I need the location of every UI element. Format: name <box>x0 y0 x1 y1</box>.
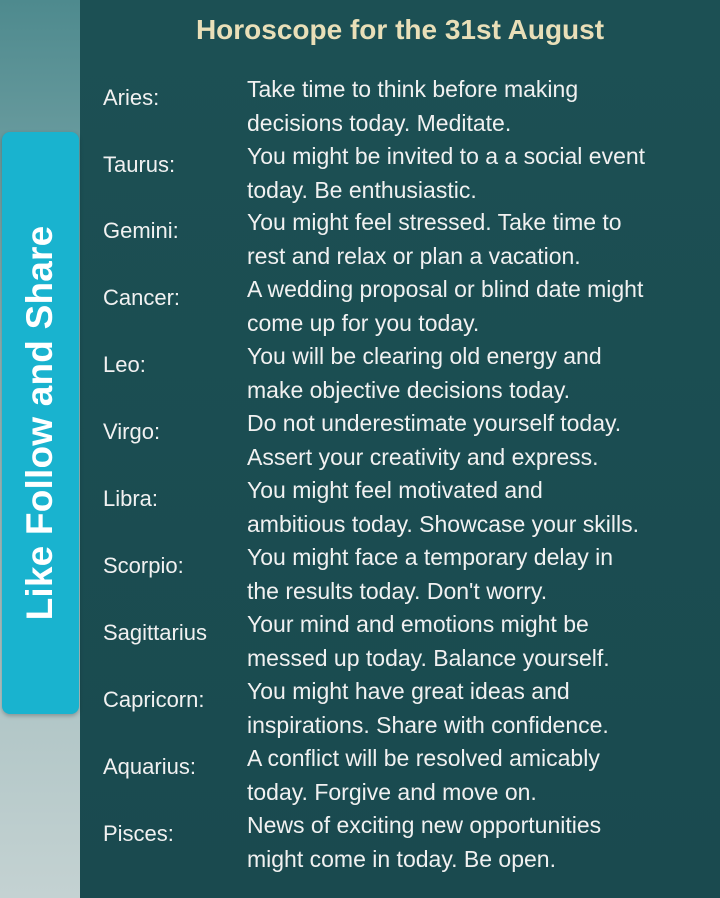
description-line: A conflict will be resolved amicably <box>247 745 600 771</box>
description-line: Do not underestimate yourself today. <box>247 410 622 436</box>
description-line: You will be clearing old energy and <box>247 343 602 369</box>
sign-description <box>247 473 715 541</box>
sign-name: Cancer: <box>103 285 181 310</box>
horoscope-row-libra <box>0 473 720 540</box>
horoscope-row-taurus <box>0 139 720 206</box>
horoscope-row-capricorn <box>0 674 720 741</box>
description-line: today. Be enthusiastic. <box>247 177 477 203</box>
description-line: You might have great ideas and <box>247 678 570 704</box>
description-line: You might face a temporary delay in <box>247 544 614 570</box>
sign-name: Capricorn: <box>103 687 205 712</box>
sign-name: Leo: <box>103 352 146 377</box>
description-line: You might feel stressed. Take time to <box>247 209 622 235</box>
horoscope-row-cancer <box>0 272 720 339</box>
sign-description <box>247 339 715 407</box>
sign-description <box>247 540 715 608</box>
sign-description <box>247 139 715 207</box>
description-line: come up for you today. <box>247 310 480 336</box>
page-title: Horoscope for the 31st August <box>195 14 605 45</box>
description-line: You might feel motivated and <box>247 477 543 503</box>
description-line: inspirations. Share with confidence. <box>247 712 609 738</box>
description-line: make objective decisions today. <box>247 377 571 403</box>
sign-description <box>247 205 715 273</box>
horoscope-row-virgo <box>0 406 720 473</box>
sign-description <box>247 406 715 474</box>
description-line: A wedding proposal or blind date might <box>247 276 644 302</box>
horoscope-row-sagittarius <box>0 607 720 674</box>
sign-name: Gemini: <box>103 218 179 243</box>
description-line: the results today. Don't worry. <box>247 578 548 604</box>
sign-name: Taurus: <box>103 152 176 177</box>
sign-description <box>247 72 715 140</box>
like-follow-share-text: Like Follow and Share <box>19 225 60 621</box>
description-line: You might be invited to a a social event <box>247 143 646 169</box>
description-line: decisions today. Meditate. <box>247 110 512 136</box>
description-line: ambitious today. Showcase your skills. <box>247 511 640 537</box>
horoscope-row-leo <box>0 339 720 406</box>
sign-description <box>247 272 715 340</box>
sign-description <box>247 808 715 876</box>
sign-name: Libra: <box>103 486 159 511</box>
description-line: Take time to think before making <box>247 76 579 102</box>
description-line: might come in today. Be open. <box>247 846 556 872</box>
sign-name: Sagittarius <box>103 620 207 645</box>
horoscope-row-scorpio <box>0 540 720 607</box>
sign-description <box>247 607 715 675</box>
horoscope-row-gemini <box>0 205 720 272</box>
description-line: messed up today. Balance yourself. <box>247 645 610 671</box>
description-line: News of exciting new opportunities <box>247 812 602 838</box>
sign-description <box>247 674 715 742</box>
sign-name: Pisces: <box>103 821 174 846</box>
horoscope-row-aries <box>0 72 720 139</box>
horoscope-row-aquarius <box>0 741 720 808</box>
horoscope-row-pisces <box>0 808 720 875</box>
sign-description <box>247 741 715 809</box>
description-line: Your mind and emotions might be <box>247 611 589 637</box>
sign-name: Scorpio: <box>103 553 184 578</box>
sign-name: Virgo: <box>103 419 161 444</box>
description-line: rest and relax or plan a vacation. <box>247 243 581 269</box>
description-line: today. Forgive and move on. <box>247 779 537 805</box>
description-line: Assert your creativity and express. <box>247 444 599 470</box>
sign-name: Aquarius: <box>103 754 196 779</box>
sign-name: Aries: <box>103 85 160 110</box>
